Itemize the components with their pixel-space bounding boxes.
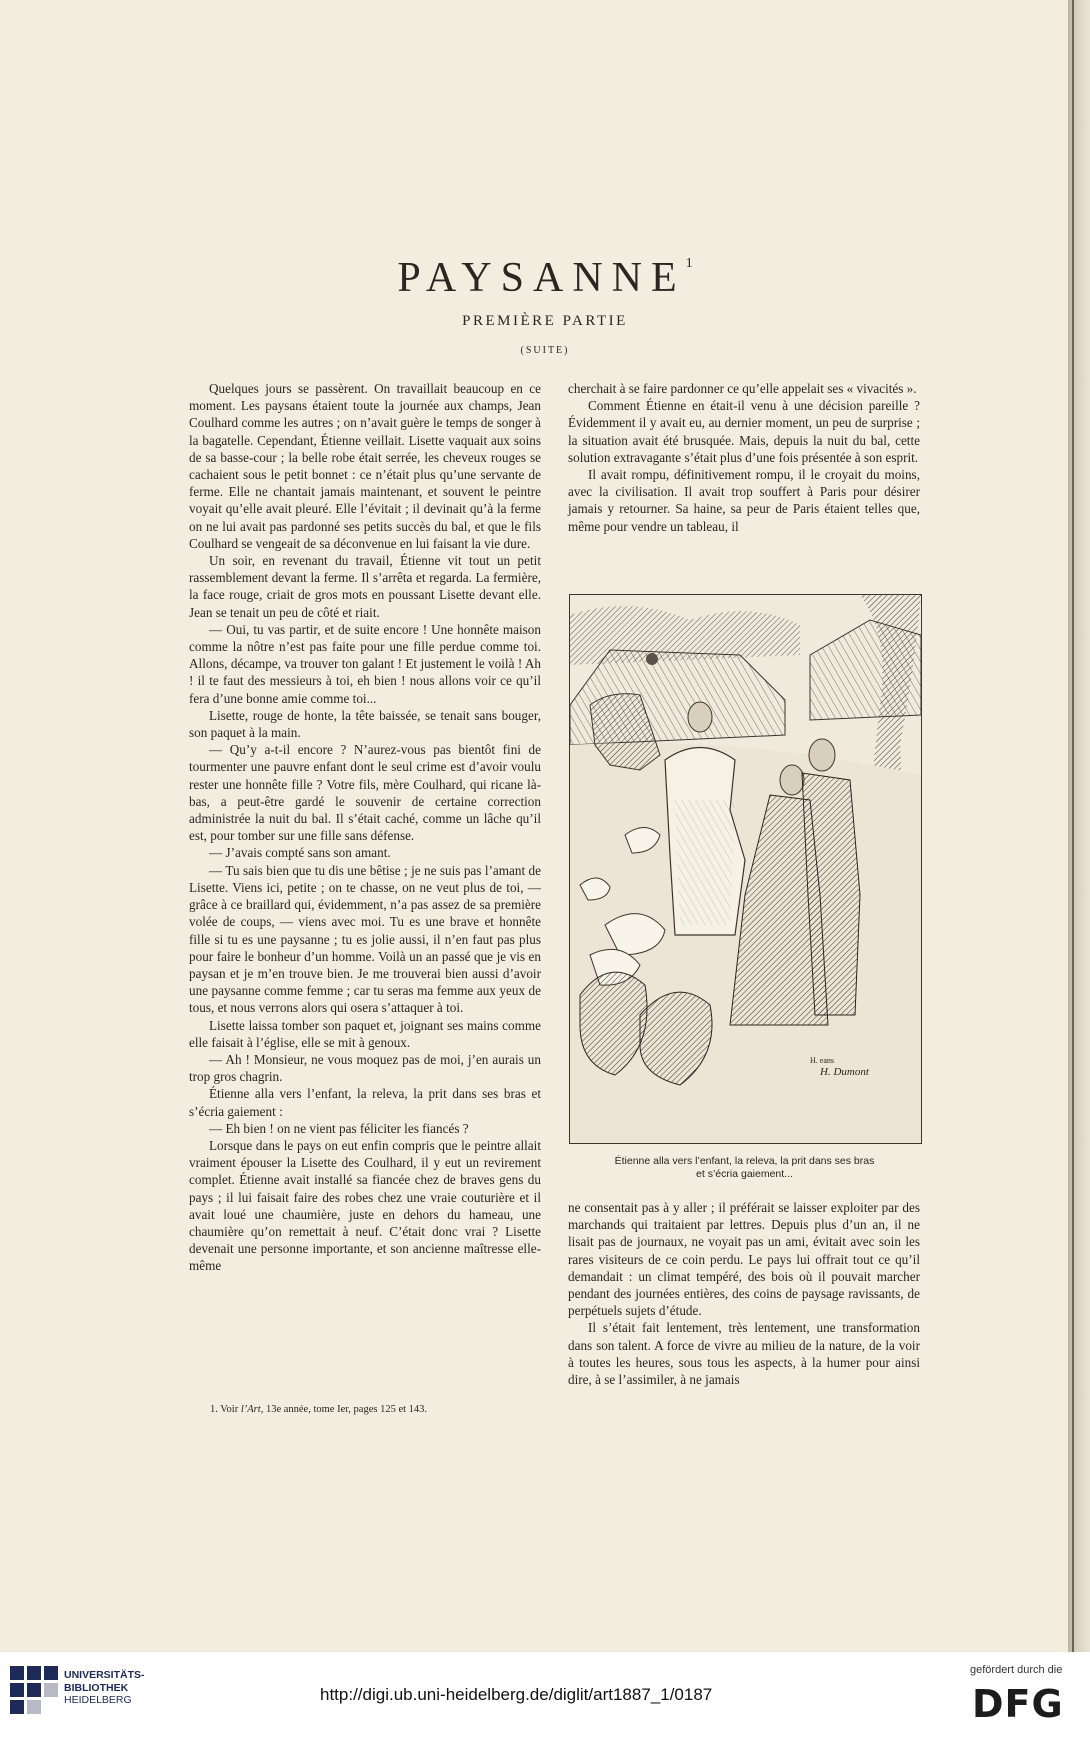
paragraph: Lisette laissa tomber son paquet et, joignant ses mains comme elle faisait à l’église, elle se mit à genoux. <box>189 1017 541 1050</box>
suite-label: (SUITE) <box>520 345 570 356</box>
page-title: PAYSANNE$^1$ <box>397 255 693 301</box>
title-footnote-marker: 1 <box>685 256 693 271</box>
paragraph: Lisette, rouge de honte, la tête baissée, se tenait sans bouger, son paquet à la main. <box>189 707 541 741</box>
paragraph: — Eh bien ! on ne vient pas féliciter les fiancés ? <box>209 1120 469 1136</box>
paragraph: Lorsque dans le pays on eut enfin compris que le peintre allait vraiment épouser la Lisette des Coulhard, il y eut un revirement complet. Étienne avait installé sa fiancée chez de braves gens du pays ; il lui faisait faire des robes chez une vraie couturière et il avait loué une chaumière, juste en dehors du hameau, une chaumière qu’on remettait à neuf. C’était donc vrai ? Lisette devenait une personne importante, et son ancienne maîtresse elle-même <box>189 1137 541 1274</box>
paragraph: ne consentait pas à y aller ; il préférait se laisser exploiter par des marchands qui traitaient par lettres. Depuis plus d’un an, il ne lisait pas de journaux, ne voyait pas un ami, évitait avec soin les rares visiteurs de ce coin perdu. Le pays lui offrait tout ce qu’il demandait : un climat tempéré, des bois où il pouvait marcher pendant des journées entières, des coins de paysage ravissants, de perpétuels sujets d’étude. <box>568 1200 920 1319</box>
paragraph: Quelques jours se passèrent. On travaillait beaucoup en ce moment. Les paysans étaient toute la journée aux champs, Jean Coulhard comme les autres ; on n’avait guère le temps de songer à la bagatelle. Cependant, Étienne veillait. Lisette vaquait aux soins de sa basse-cour ; la belle robe était serrée, les cheveux rouges se cachaient sous le petit bonnet : ce n’était plus qu’une servante de ferme. Elle ne chantait jamais maintenant, et souvent le peintre voyait qu’elle avait pleuré. Elle l’évitait ; il devinait qu’à la ferme on ne lui avait pas pardonné ses petits succès du bal, et que le fils Coulhard se vengeait de sa déconvenue en lui faisant la vie dure. <box>189 381 541 551</box>
paragraph: Un soir, en revenant du travail, Étienne vit tout un petit rassemblement devant la ferme. Il s’arrêta et regarda. La fermière, la face rouge, criait de gros mots en poussant Lisette devant elle. Jean se tenait un peu de côté et riait. <box>189 553 541 620</box>
digitization-footer <box>0 1652 1090 1740</box>
page-edge-line <box>1072 0 1074 1652</box>
right-column-top <box>568 380 920 535</box>
university-library-logo-icon <box>10 1666 58 1718</box>
caption-line: et s’écria gaiement... <box>696 1168 793 1180</box>
footnote: 1. Voir l’Art, 13e année, tome Ier, pages 125 et 143. <box>210 1404 428 1415</box>
paragraph: Comment Étienne en était-il venu à une décision pareille ? Évidemment il y avait eu, au dernier moment, un peu de surprise ; la situation avait été brusquée. Mais, depuis la nuit du bal, cette solution extravagante s’était plus d’une fois présentée à son esprit. <box>568 398 920 465</box>
left-column <box>189 380 541 1275</box>
signature-prefix: H. eans <box>810 1056 834 1065</box>
illustration-caption <box>569 1155 920 1181</box>
paragraph: — Tu sais bien que tu dis une bêtise ; je ne suis pas l’amant de Lisette. Viens ici, petite ; on te chasse, on ne veut plus de toi, — grâce à ce braillard qui, évidemment, n’a pas assez de sa première volée de coups, — viens avec moi. Tu es une brave et honnête fille si tu es une paysanne ; tu es jolie aussi, il n’en faut pas plus pour faire le bonheur d’un homme. Voilà un an passé que je vis en paysan et je m’en trouve bien. Je me trouverai bien aussi d’avoir une paysanne comme femme ; car tu seras ma femme aux yeux de tous, et nous verrons alors qui osera s’attaquer à toi. <box>189 862 541 1016</box>
dfg-logo: DFG <box>972 1682 1064 1726</box>
paragraph: Étienne alla vers l’enfant, la releva, la prit dans ses bras et s’écria gaiement : <box>189 1086 541 1119</box>
paragraph: Il avait rompu, définitivement rompu, il le croyait du moins, avec la civilisation. Il avait trop souffert à Paris pour désirer jamais y retourner. Sa haine, sa peur de Paris étaient telles que, même pour vendre un tableau, il <box>568 467 920 534</box>
paragraph: — J’avais compté sans son amant. <box>209 845 391 861</box>
engraving-drawing <box>570 595 921 1143</box>
caption-line: Étienne alla vers l’enfant, la releva, la prit dans ses bras <box>614 1155 875 1167</box>
artist-signature: H. Dumont <box>820 1066 869 1078</box>
right-column-bottom <box>568 1199 920 1388</box>
paragraph: — Ah ! Monsieur, ne vous moquez pas de moi, j’en aurais un trop gros chagrin. <box>189 1051 541 1085</box>
paragraph: Il s’était fait lentement, très lentement, une transformation dans son talent. A force de vivre au milieu de la nature, de la voir à toutes les heures, sous tous les aspects, à la humer pour ainsi dire, à se l’assimiler, à ne jamais <box>568 1320 920 1388</box>
funding-label: gefördert durch die <box>970 1664 1063 1676</box>
paragraph: — Qu’y a-t-il encore ? N’aurez-vous pas bientôt fini de tourmenter une pauvre enfant dont le seul crime est d’avoir voulu rester une honnête fille ? Votre fils, mère Coulhard, qui ricane là-bas, a peut-être gardé le souvenir de certaine correction administrée la nuit du bal. Il s’était caché, comme un lâche qu’il est, pour tomber sur une fille sans défense. <box>189 742 541 844</box>
subtitle: PREMIÈRE PARTIE <box>462 313 628 329</box>
engraving-illustration <box>569 594 922 1144</box>
paragraph: — Oui, tu vas partir, et de suite encore ! Une honnête maison comme la nôtre n’est pas faite pour une fille perdue comme toi. Allons, décampe, va trouver ton galant ! Et justement le voilà ! Ah ! il te faut des messieurs à toi, eh bien ! nous allons voir ce qu’il fera d’une bonne amie comme toi... <box>189 621 541 706</box>
permalink-url[interactable]: http://digi.ub.uni-heidelberg.de/diglit/art1887_1/0187 <box>320 1685 713 1704</box>
paragraph: cherchait à se faire pardonner ce qu’elle appelait ses « vivacités ». <box>568 381 917 396</box>
library-name: UNIVERSITÄTS- BIBLIOTHEK HEIDELBERG <box>64 1669 145 1706</box>
